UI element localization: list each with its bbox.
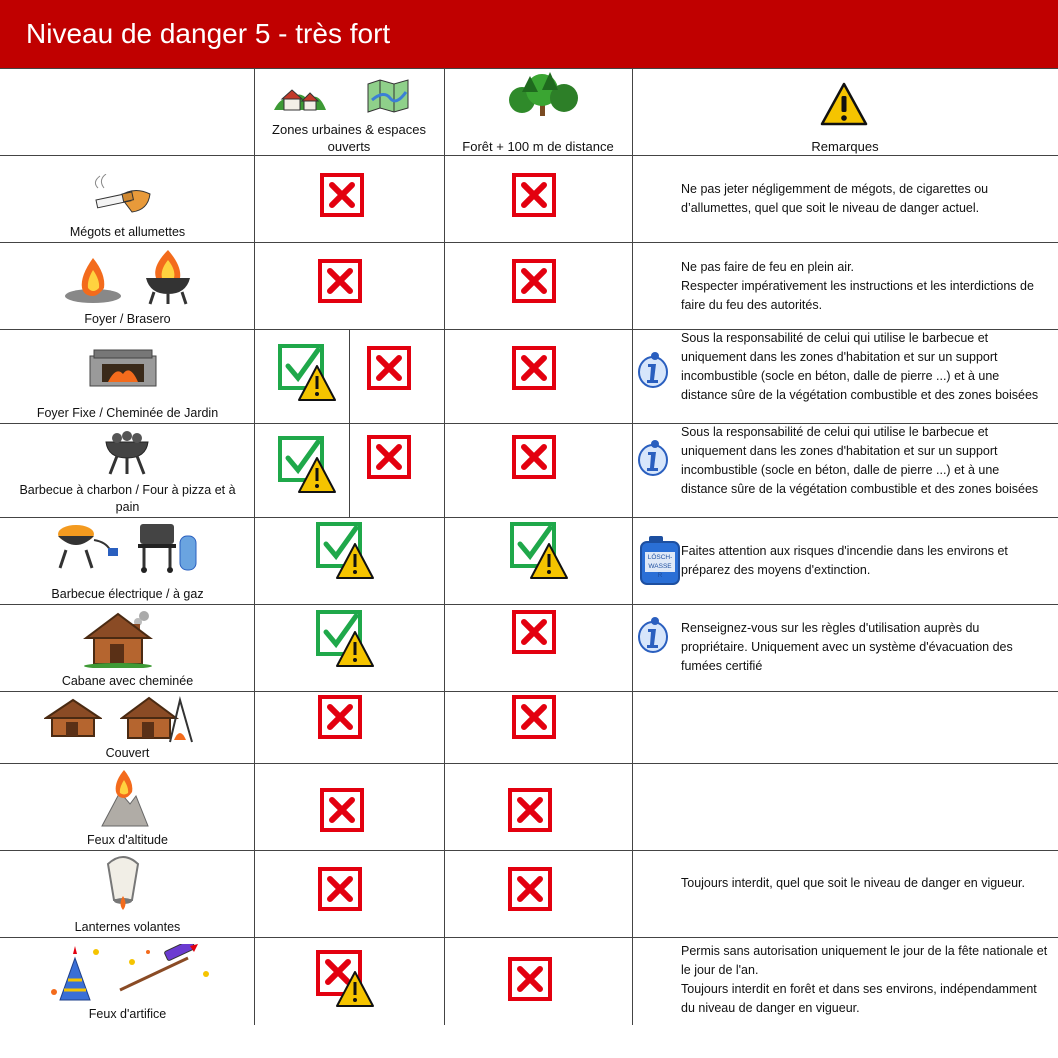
row-label: Mégots et allumettes <box>69 225 186 239</box>
fireplace-icon <box>88 346 158 388</box>
forbidden-icon <box>318 695 362 739</box>
town-icon <box>272 80 328 114</box>
forbidden-icon <box>367 435 411 479</box>
remark-text: Sous la responsabilité de celui qui utilise le barbecue et uniquement dans les zones d'habitation et sur un support incombustible (socle en béton, dalle de pierre ...) et à une distance sûre de la végétation combustible et des zones boisées <box>681 425 1039 496</box>
rocket-icon <box>118 944 212 994</box>
row-label: Feux d'artifice <box>88 1007 167 1021</box>
remark-text: Ne pas jeter négligemment de mégots, de cigarettes ou d’allumettes, quel que soit le niveau de danger actuel. <box>681 182 989 215</box>
info-icon <box>636 348 670 390</box>
charcoal-grill-icon <box>102 426 152 476</box>
allowed-with-caution-icon <box>316 522 376 582</box>
row-label: Cabane avec cheminée <box>61 674 194 688</box>
forbidden-icon <box>367 346 411 390</box>
row-label: Feux d'altitude <box>87 833 168 847</box>
forest-icon <box>506 68 580 120</box>
forbidden-icon <box>508 957 552 1001</box>
row-label: Barbecue à charbon / Four à pizza et à pain <box>19 483 236 514</box>
remark-text: Permis sans autorisation uniquement le jour de la fête nationale et le jour de l'an. Toujours interdit en forêt et dans ses environs, indépendamment du niveau de danger en vigueur. <box>681 944 1048 1015</box>
forbidden-icon <box>512 346 556 390</box>
forbidden-icon <box>508 788 552 832</box>
forbidden-icon <box>320 788 364 832</box>
canister-label: LÖSCH-WASSER <box>647 554 673 579</box>
header-urban-zones: Zones urbaines & espaces ouverts <box>272 122 426 154</box>
row-label: Barbecue électrique / à gaz <box>51 587 204 601</box>
brasero-icon <box>142 248 194 306</box>
forbidden-icon <box>318 867 362 911</box>
remark-text: Toujours interdit, quel que soit le niveau de danger en vigueur. <box>681 876 1025 890</box>
allowed-with-caution-icon <box>510 522 570 582</box>
remark-text: Ne pas faire de feu en plein air. Respecter impérativement les instructions et les interdictions de faire du feu des autorités. <box>681 260 1034 312</box>
forbidden-icon <box>512 435 556 479</box>
title-bar <box>0 0 1058 69</box>
row-label: Couvert <box>105 746 150 760</box>
forbidden-icon <box>508 867 552 911</box>
forbidden-icon <box>512 695 556 739</box>
row-label: Lanternes volantes <box>74 920 181 934</box>
allowed-with-caution-icon <box>316 610 376 670</box>
row-label: Foyer / Brasero <box>84 312 171 326</box>
allowed-with-caution-icon <box>278 436 338 496</box>
info-icon <box>636 436 670 478</box>
forbidden-icon <box>512 259 556 303</box>
page-title: Niveau de danger 5 - très fort <box>26 18 391 49</box>
header-remarks: Remarques <box>811 139 879 154</box>
forbidden-with-caution-icon <box>316 950 376 1010</box>
mountain-fire-icon <box>100 768 150 828</box>
remark-text: Faites attention aux risques d'incendie dans les environs et préparez des moyens d'extinction. <box>681 544 1008 577</box>
shelter-with-fire-icon <box>120 694 196 746</box>
electric-grill-icon <box>52 520 122 572</box>
map-icon <box>366 78 410 114</box>
water-canister-icon <box>639 536 681 586</box>
forbidden-icon <box>318 259 362 303</box>
gas-grill-icon <box>136 518 200 574</box>
forbidden-icon <box>512 173 556 217</box>
warning-icon <box>820 82 868 126</box>
forbidden-icon <box>512 610 556 654</box>
info-icon <box>636 613 670 655</box>
forbidden-icon <box>320 173 364 217</box>
remark-text: Renseignez-vous sur les règles d'utilisation auprès du propriétaire. Uniquement avec un système d'évacuation des fumées certifié <box>681 621 1013 673</box>
firework-cone-icon <box>46 942 104 1004</box>
allowed-with-caution-icon <box>278 344 338 404</box>
shelter-icon <box>44 696 102 740</box>
row-label: Foyer Fixe / Cheminée de Jardin <box>36 406 219 420</box>
remark-text: Sous la responsabilité de celui qui utilise le barbecue et uniquement dans les zones d'habitation et sur un support incombustible (socle en béton, dalle de pierre ...) et à une distance sûre de la végétation combustible et des zones boisées <box>681 331 1039 402</box>
campfire-icon <box>62 254 124 304</box>
cabin-icon <box>82 608 154 668</box>
sky-lantern-icon <box>102 854 144 914</box>
cigarette-icon <box>90 174 156 218</box>
header-forest: Forêt + 100 m de distance <box>462 139 614 154</box>
